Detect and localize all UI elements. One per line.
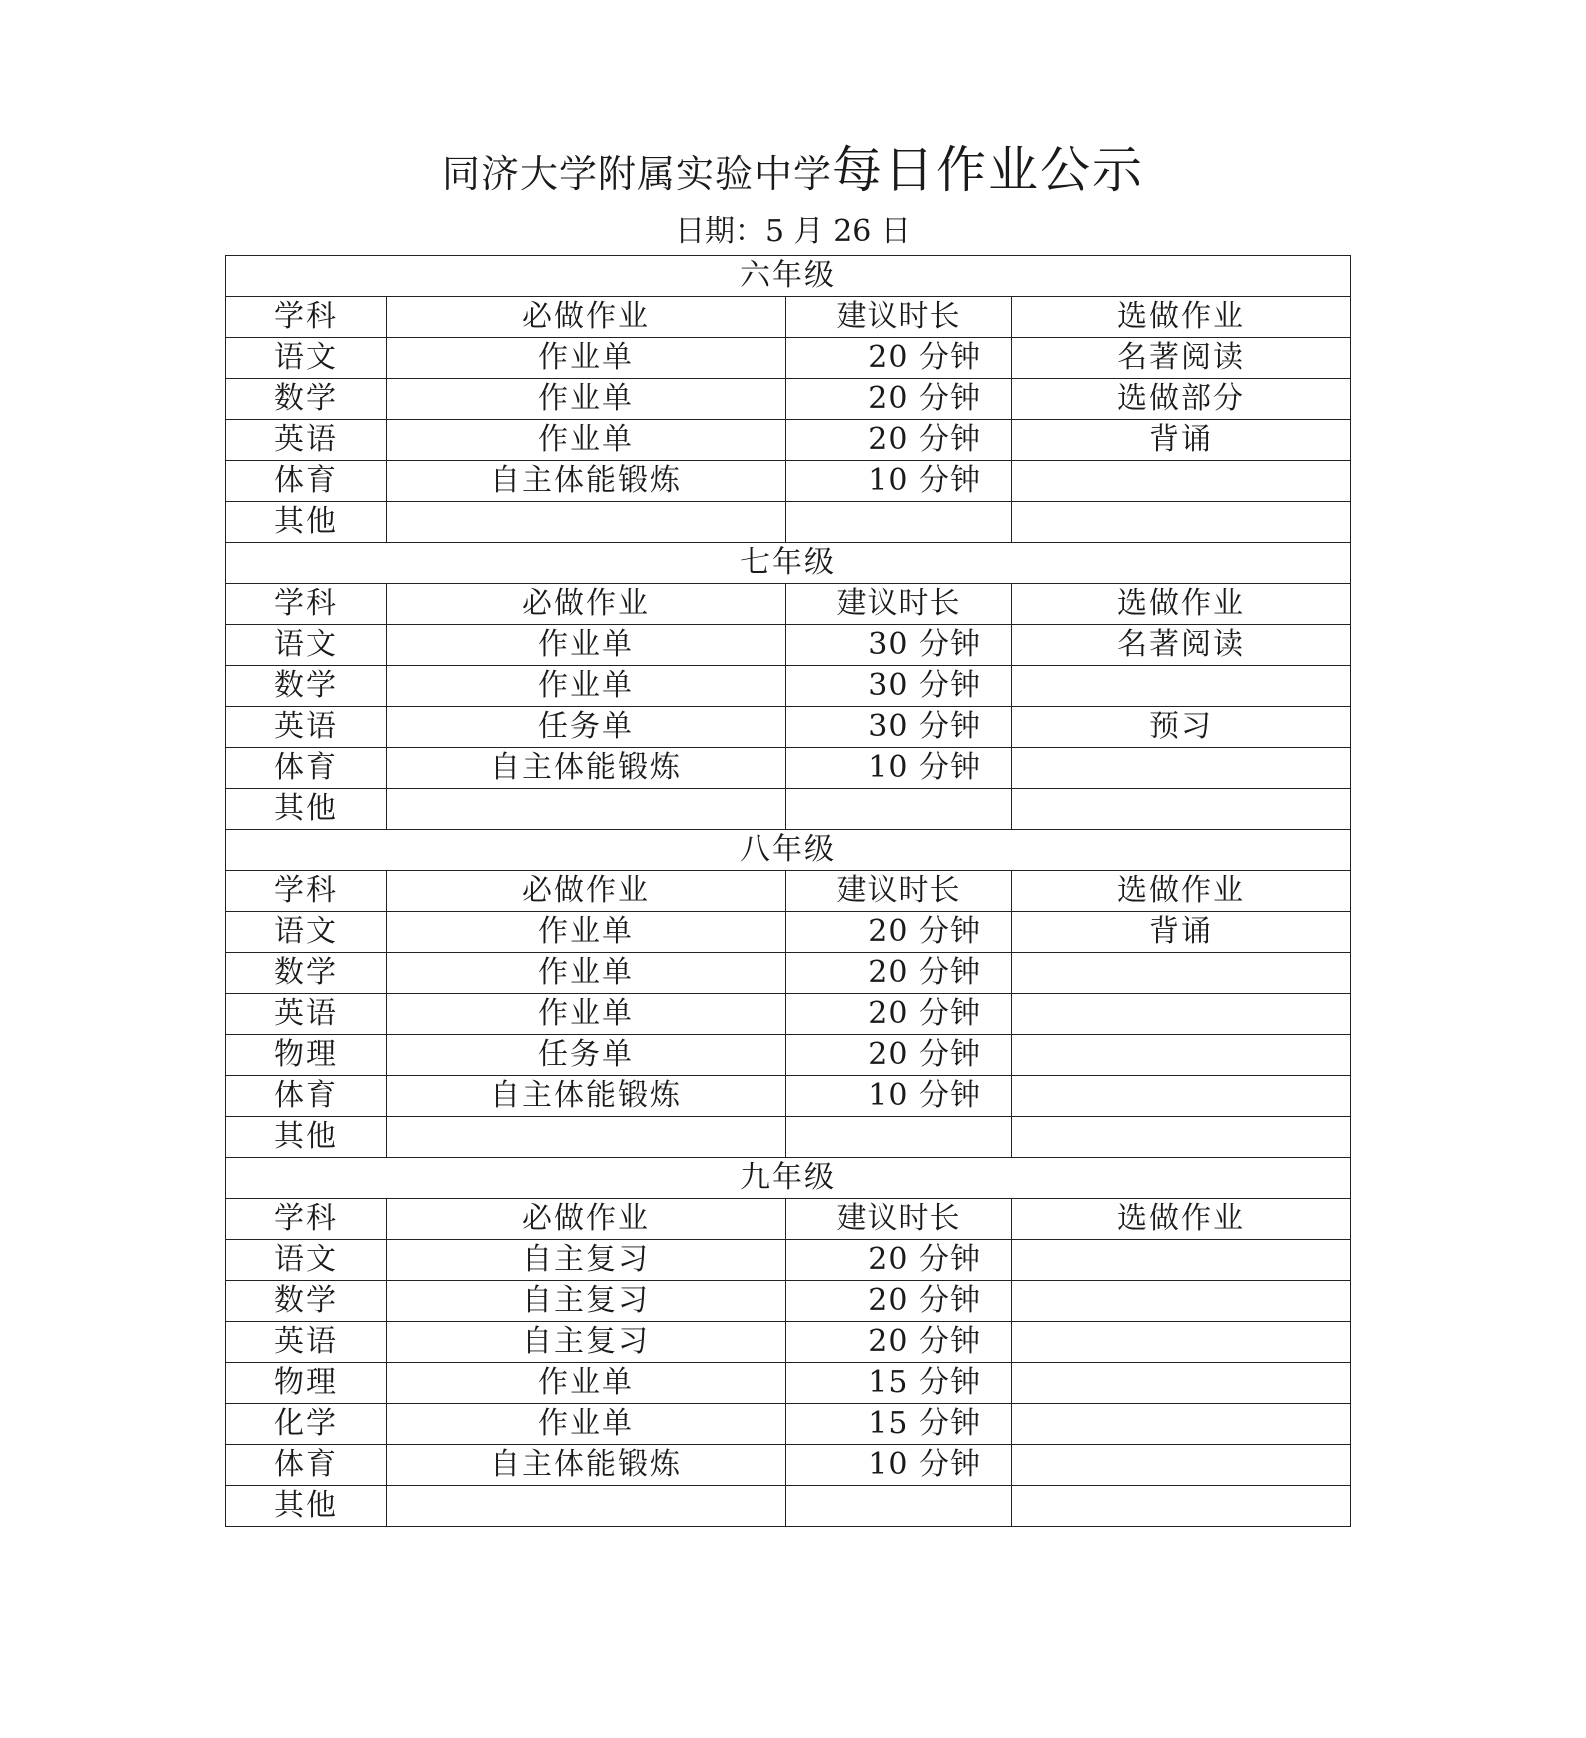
table-row	[226, 1281, 1351, 1322]
grade-title: 七年级	[226, 543, 1351, 584]
subject-cell: 体育	[226, 748, 387, 789]
required-homework-cell: 作业单	[387, 1363, 786, 1404]
subject-cell: 英语	[226, 994, 387, 1035]
required-homework-cell: 自主复习	[387, 1322, 786, 1363]
required-homework-cell: 作业单	[387, 994, 786, 1035]
required-homework-cell: 自主体能锻炼	[387, 1445, 786, 1486]
table-row	[226, 1486, 1351, 1527]
duration-cell: 10 分钟	[786, 1076, 1012, 1117]
subject-cell: 语文	[226, 1240, 387, 1281]
duration-cell: 10 分钟	[786, 748, 1012, 789]
required-homework-cell: 作业单	[387, 666, 786, 707]
table-row	[226, 379, 1351, 420]
subject-cell: 体育	[226, 461, 387, 502]
table-row	[226, 1240, 1351, 1281]
required-homework-cell: 任务单	[387, 707, 786, 748]
required-homework-cell: 自主体能锻炼	[387, 1076, 786, 1117]
subject-cell: 语文	[226, 338, 387, 379]
required-homework-cell: 自主体能锻炼	[387, 461, 786, 502]
required-homework-cell: 任务单	[387, 1035, 786, 1076]
grade-header-row	[226, 1158, 1351, 1199]
optional-homework-cell	[1012, 1445, 1351, 1486]
duration-cell: 20 分钟	[786, 379, 1012, 420]
optional-homework-cell	[1012, 994, 1351, 1035]
required-homework-cell	[387, 1117, 786, 1158]
grade-header-row	[226, 543, 1351, 584]
optional-homework-cell	[1012, 1240, 1351, 1281]
subject-cell: 化学	[226, 1404, 387, 1445]
duration-cell	[786, 502, 1012, 543]
optional-homework-cell	[1012, 666, 1351, 707]
optional-homework-cell	[1012, 1035, 1351, 1076]
optional-homework-cell: 名著阅读	[1012, 625, 1351, 666]
column-header-optional: 选做作业	[1012, 584, 1351, 625]
optional-homework-cell: 名著阅读	[1012, 338, 1351, 379]
optional-homework-cell	[1012, 1404, 1351, 1445]
subject-cell: 体育	[226, 1445, 387, 1486]
required-homework-cell: 作业单	[387, 379, 786, 420]
required-homework-cell: 作业单	[387, 1404, 786, 1445]
column-header-required: 必做作业	[387, 297, 786, 338]
subject-cell: 物理	[226, 1035, 387, 1076]
subject-cell: 英语	[226, 707, 387, 748]
duration-cell: 30 分钟	[786, 666, 1012, 707]
duration-cell	[786, 1117, 1012, 1158]
optional-homework-cell	[1012, 748, 1351, 789]
subject-cell: 其他	[226, 1117, 387, 1158]
column-header-row	[226, 584, 1351, 625]
duration-cell: 20 分钟	[786, 994, 1012, 1035]
required-homework-cell	[387, 789, 786, 830]
table-row	[226, 461, 1351, 502]
optional-homework-cell: 背诵	[1012, 912, 1351, 953]
optional-homework-cell: 选做部分	[1012, 379, 1351, 420]
table-row	[226, 338, 1351, 379]
subject-cell: 数学	[226, 953, 387, 994]
table-row	[226, 1404, 1351, 1445]
table-row	[226, 789, 1351, 830]
subject-cell: 其他	[226, 1486, 387, 1527]
table-row	[226, 502, 1351, 543]
column-header-required: 必做作业	[387, 1199, 786, 1240]
required-homework-cell: 作业单	[387, 912, 786, 953]
duration-cell: 10 分钟	[786, 461, 1012, 502]
duration-cell: 15 分钟	[786, 1404, 1012, 1445]
subject-cell: 物理	[226, 1363, 387, 1404]
optional-homework-cell	[1012, 461, 1351, 502]
optional-homework-cell	[1012, 1281, 1351, 1322]
table-row	[226, 1445, 1351, 1486]
table-row	[226, 1363, 1351, 1404]
duration-cell: 15 分钟	[786, 1363, 1012, 1404]
column-header-optional: 选做作业	[1012, 1199, 1351, 1240]
column-header-optional: 选做作业	[1012, 297, 1351, 338]
duration-cell: 20 分钟	[786, 1035, 1012, 1076]
optional-homework-cell	[1012, 502, 1351, 543]
subject-cell: 数学	[226, 379, 387, 420]
column-header-subject: 学科	[226, 584, 387, 625]
optional-homework-cell	[1012, 1363, 1351, 1404]
table-row	[226, 707, 1351, 748]
duration-cell: 20 分钟	[786, 1240, 1012, 1281]
duration-cell	[786, 789, 1012, 830]
school-name: 同济大学附属实验中学	[441, 152, 832, 196]
required-homework-cell: 自主复习	[387, 1240, 786, 1281]
required-homework-cell	[387, 1486, 786, 1527]
column-header-row	[226, 1199, 1351, 1240]
duration-cell: 20 分钟	[786, 1281, 1012, 1322]
subject-cell: 英语	[226, 420, 387, 461]
optional-homework-cell	[1012, 953, 1351, 994]
duration-cell: 10 分钟	[786, 1445, 1012, 1486]
required-homework-cell	[387, 502, 786, 543]
duration-cell: 20 分钟	[786, 338, 1012, 379]
subject-cell: 数学	[226, 1281, 387, 1322]
notice-title: 每日作业公示	[832, 141, 1144, 199]
column-header-required: 必做作业	[387, 584, 786, 625]
column-header-required: 必做作业	[387, 871, 786, 912]
optional-homework-cell: 背诵	[1012, 420, 1351, 461]
optional-homework-cell	[1012, 789, 1351, 830]
column-header-subject: 学科	[226, 871, 387, 912]
column-header-row	[226, 871, 1351, 912]
table-row	[226, 625, 1351, 666]
duration-cell	[786, 1486, 1012, 1527]
subject-cell: 体育	[226, 1076, 387, 1117]
table-row	[226, 748, 1351, 789]
required-homework-cell: 作业单	[387, 420, 786, 461]
required-homework-cell: 作业单	[387, 338, 786, 379]
homework-table-body	[226, 256, 1351, 1527]
column-header-subject: 学科	[226, 1199, 387, 1240]
subject-cell: 英语	[226, 1322, 387, 1363]
table-row	[226, 1076, 1351, 1117]
table-row	[226, 953, 1351, 994]
column-header-duration: 建议时长	[786, 584, 1012, 625]
duration-cell: 20 分钟	[786, 912, 1012, 953]
homework-table	[225, 255, 1351, 1527]
subject-cell: 其他	[226, 789, 387, 830]
duration-cell: 20 分钟	[786, 1322, 1012, 1363]
grade-title: 六年级	[226, 256, 1351, 297]
optional-homework-cell	[1012, 1322, 1351, 1363]
duration-cell: 20 分钟	[786, 420, 1012, 461]
column-header-optional: 选做作业	[1012, 871, 1351, 912]
required-homework-cell: 作业单	[387, 625, 786, 666]
required-homework-cell: 自主复习	[387, 1281, 786, 1322]
subject-cell: 语文	[226, 912, 387, 953]
page-title	[0, 140, 1586, 212]
duration-cell: 30 分钟	[786, 625, 1012, 666]
table-row	[226, 1035, 1351, 1076]
grade-header-row	[226, 830, 1351, 871]
table-row	[226, 420, 1351, 461]
column-header-duration: 建议时长	[786, 1199, 1012, 1240]
duration-cell: 30 分钟	[786, 707, 1012, 748]
subject-cell: 数学	[226, 666, 387, 707]
optional-homework-cell	[1012, 1076, 1351, 1117]
optional-homework-cell	[1012, 1486, 1351, 1527]
table-row	[226, 912, 1351, 953]
table-row	[226, 1117, 1351, 1158]
column-header-duration: 建议时长	[786, 871, 1012, 912]
grade-title: 八年级	[226, 830, 1351, 871]
optional-homework-cell	[1012, 1117, 1351, 1158]
table-row	[226, 994, 1351, 1035]
table-row	[226, 666, 1351, 707]
optional-homework-cell: 预习	[1012, 707, 1351, 748]
column-header-subject: 学科	[226, 297, 387, 338]
column-header-row	[226, 297, 1351, 338]
required-homework-cell: 作业单	[387, 953, 786, 994]
grade-title: 九年级	[226, 1158, 1351, 1199]
subject-cell: 其他	[226, 502, 387, 543]
column-header-duration: 建议时长	[786, 297, 1012, 338]
date-line: 日期：5 月 26 日	[675, 214, 911, 249]
table-row	[226, 1322, 1351, 1363]
required-homework-cell: 自主体能锻炼	[387, 748, 786, 789]
grade-header-row	[226, 256, 1351, 297]
subject-cell: 语文	[226, 625, 387, 666]
duration-cell: 20 分钟	[786, 953, 1012, 994]
